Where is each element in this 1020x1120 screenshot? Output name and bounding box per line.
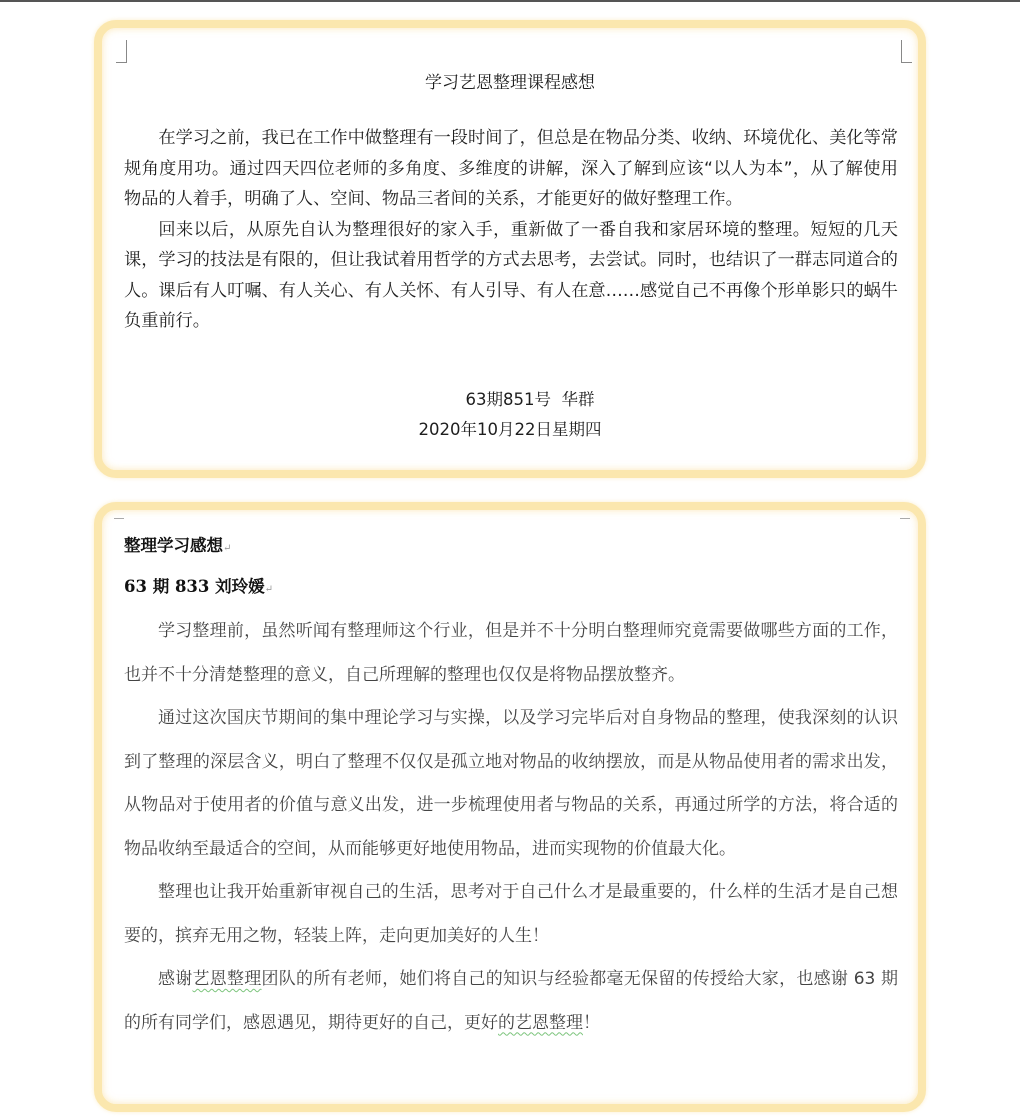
crop-mark-top-left [116,40,127,63]
essay-paragraph: 在学习之前，我已在工作中做整理有一段时间了，但总是在物品分类、收纳、环境优化、美化等常规角度用功。通过四天四位老师的多角度、多维度的讲解，深入了解到应该“以人为本”，从了解使用物品的人着手，明确了人、空间、物品三者间的关系，才能更好的做好整理工作。 [124,128,898,209]
text-segment: 团队的所有老师，她们将自己的知识与经验都毫无保留的传授给大家，也感谢 63 期的所有同学们，感恩遇见，期待更好的自己，更好 [124,969,899,1033]
essay-card-2 [94,502,926,1112]
essay-title-text: 整理学习感想 [124,536,223,555]
essay-author [124,573,273,597]
essay-body [124,610,898,1045]
crop-mark-top-right [900,518,910,519]
spellcheck-underlined-text: 的艺恩整理 [498,1012,583,1033]
essay-body [124,123,898,337]
essay-signature-block [102,385,918,445]
essay-paragraph: 整理也让我开始重新审视自己的生活，思考对于自己什么才是最重要的，什么样的生活才是自己想要的，摈弃无用之物，轻装上阵，走向更加美好的人生！ [124,882,898,946]
essay-signature: 63期851号 华群 [465,390,595,409]
essay-card-1 [94,20,926,478]
crop-mark-top-right [901,40,912,63]
essay-paragraph: 回来以后，从原先自认为整理很好的家入手，重新做了一番自我和家居环境的整理。短短的几天课，学习的技法是有限的，但让我试着用哲学的方式去思考，去尝试。同时，也结识了一群志同道合的人。课后有人叮嘱、有人关心、有人关怀、有人引导、有人在意……感觉自己不再像个形单影只的蜗牛负重前行。 [124,219,898,331]
essay-title: 学习艺恩整理课程感想 [425,73,595,93]
text-segment: ！ [583,1012,600,1033]
top-border [0,0,1020,2]
essay-paragraph: 学习整理前，虽然听闻有整理师这个行业，但是并不十分明白整理师究竟需要做哪些方面的工作，也并不十分清楚整理的意义，自己所理解的整理也仅仅是将物品摆放整齐。 [124,621,898,685]
spellcheck-underlined-text: 艺恩整理 [192,969,262,989]
paragraph-mark-icon: ↵ [264,584,274,595]
essay-title [124,532,231,556]
crop-mark-top-left [114,518,124,519]
paragraph-mark-icon: ↵ [223,543,232,554]
text-segment: 感谢 [158,969,193,989]
essay-date: 2020年10月22日星期四 [418,420,602,439]
essay-author-text: 63 期 833 刘玲媛 [124,577,265,596]
essay-paragraph-last [124,958,898,1045]
essay-paragraph: 通过这次国庆节期间的集中理论学习与实操，以及学习完毕后对自身物品的整理，使我深刻的认识到了整理的深层含义，明白了整理不仅仅是孤立地对物品的收纳摆放，而是从物品使用者的需求出发，从物品对于使用者的价值与意义出发，进一步梳理使用者与物品的关系，再通过所学的方法，将合适的物品收纳至最适合的空间，从而能够更好地使用物品，进而实现物的价值最大化。 [124,708,898,859]
